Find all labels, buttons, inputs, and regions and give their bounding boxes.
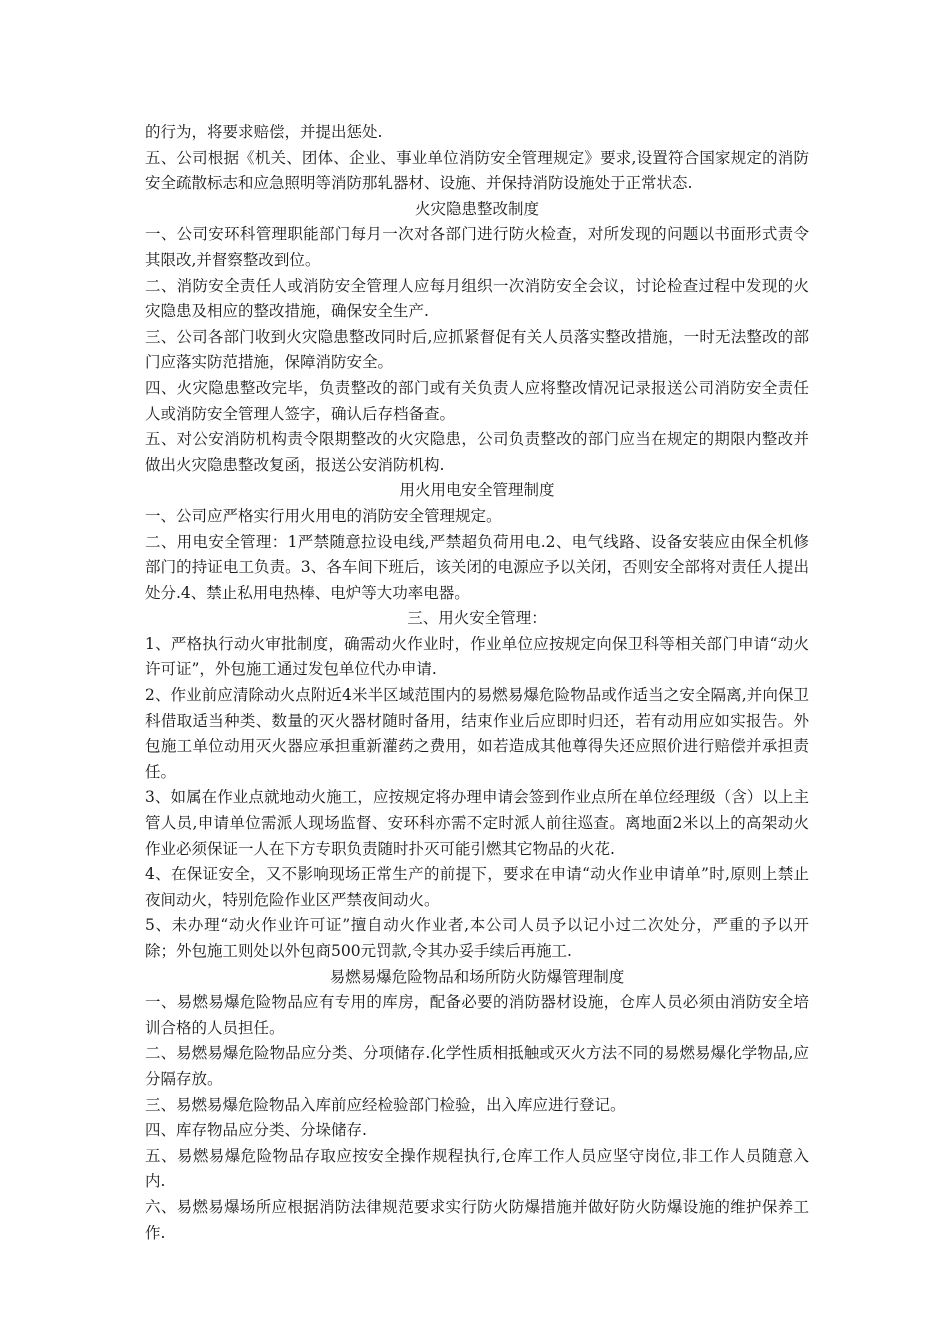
section-heading: 易燃易爆危险物品和场所防火防爆管理制度 (329, 967, 625, 986)
paragraph: 四、火灾隐患整改完毕，负责整改的部门或有关负责人应将整改情况记录报送公司消防安全责任人或消防安全管理人签字，确认后存档备查。 (145, 378, 809, 423)
paragraph: 三、公司各部门收到火灾隐患整改同时后,应抓紧督促有关人员落实整改措施，一时无法整改的部门应落实防范措施，保障消防安全。 (145, 327, 809, 372)
paragraph: 一、公司安环科管理职能部门每月一次对各部门进行防火检查，对所发现的问题以书面形式责令其限改,并督察整改到位。 (145, 225, 809, 269)
paragraph: 二、消防安全责任人或消防安全管理人应每月组织一次消防安全会议，讨论检查过程中发现的火灾隐患及相应的整改措施，确保安全生产. (145, 276, 809, 321)
paragraph: 的行为，将要求赔偿，并提出惩处. (145, 123, 383, 141)
paragraph: 2、作业前应清除动火点附近4米半区域范围内的易燃易爆危险物品或作适当之安全隔离,并向保卫科借取适当种类、数量的灭火器材随时备用，结束作业后应即时归还，若有动用应如实报告。外包施工单位动用灭火器应承担重新灌药之费用，如若造成其他尊得失还应照价进行赔偿并承担责任。 (145, 686, 809, 781)
section-heading: 火灾隐患整改制度 (414, 199, 539, 218)
document-page (145, 120, 809, 1246)
section-heading: 三、用火安全管理： (407, 609, 547, 628)
paragraph: 4、在保证安全，又不影响现场正常生产的前提下，要求在申请“动火作业申请单”时,原则上禁止夜间动火，特别危险作业区严禁夜间动火。 (145, 865, 809, 909)
paragraph: 四、库存物品应分类、分垛储存. (145, 1121, 367, 1140)
paragraph: 二、易燃易爆危险物品应分类、分项储存.化学性质相抵触或灭火方法不同的易燃易爆化学物品,应分隔存放。 (145, 1044, 809, 1088)
paragraph: 一、公司应严格实行用火用电的消防安全管理规定。 (145, 506, 502, 525)
paragraph: 5、未办理“动火作业许可证”擅自动火作业者,本公司人员予以记小过二次处分，严重的予以开除；外包施工则处以外包商500元罚款,令其办妥手续后再施工. (145, 916, 809, 960)
paragraph: 一、易燃易爆危险物品应有专用的库房，配备必要的消防器材设施，仓库人员必须由消防安全培训合格的人员担任。 (145, 993, 809, 1037)
paragraph: 五、易燃易爆危险物品存取应按安全操作规程执行,仓库工作人员应坚守岗位,非工作人员随意入内. (145, 1146, 809, 1191)
paragraph: 五、公司根据《机关、团体、企业、事业单位消防安全管理规定》要求,设置符合国家规定的消防安全疏散标志和应急照明等消防那轧器材、设施、并保持消防设施处于正常状态. (145, 148, 809, 193)
paragraph: 六、易燃易爆场所应根据消防法律规范要求实行防火防爆措施并做好防火防爆设施的维护保养工作. (145, 1197, 809, 1242)
paragraph: 3、如属在作业点就地动火施工，应按规定将办理申请会签到作业点所在单位经理级（含）以上主管人员,申请单位需派人现场监督、安环科亦需不定时派人前往巡查。离地面2米以上的高架动火作业必须保证一人在下方专职负责随时扑灭可能引燃其它物品的火花. (145, 788, 809, 858)
section-heading: 用火用电安全管理制度 (399, 481, 555, 500)
paragraph: 二、用电安全管理：1严禁随意拉设电线,严禁超负荷用电.2、电气线路、设备安装应由保全机修部门的持证电工负责。3、各车间下班后，该关闭的电源应予以关闭，否则安全部将对责任人提出处分.4、禁止私用电热棒、电炉等大功率电器。 (145, 532, 809, 602)
paragraph: 五、对公安消防机构责令限期整改的火灾隐患，公司负责整改的部门应当在规定的期限内整改并做出火灾隐患整改复函，报送公安消防机构. (145, 430, 809, 474)
paragraph: 1、严格执行动火审批制度，确需动火作业时，作业单位应按规定向保卫科等相关部门申请“动火许可证”，外包施工通过发包单位代办申请. (145, 634, 809, 679)
paragraph: 三、易燃易爆危险物品入库前应经检验部门检验，出入库应进行登记。 (145, 1095, 626, 1114)
